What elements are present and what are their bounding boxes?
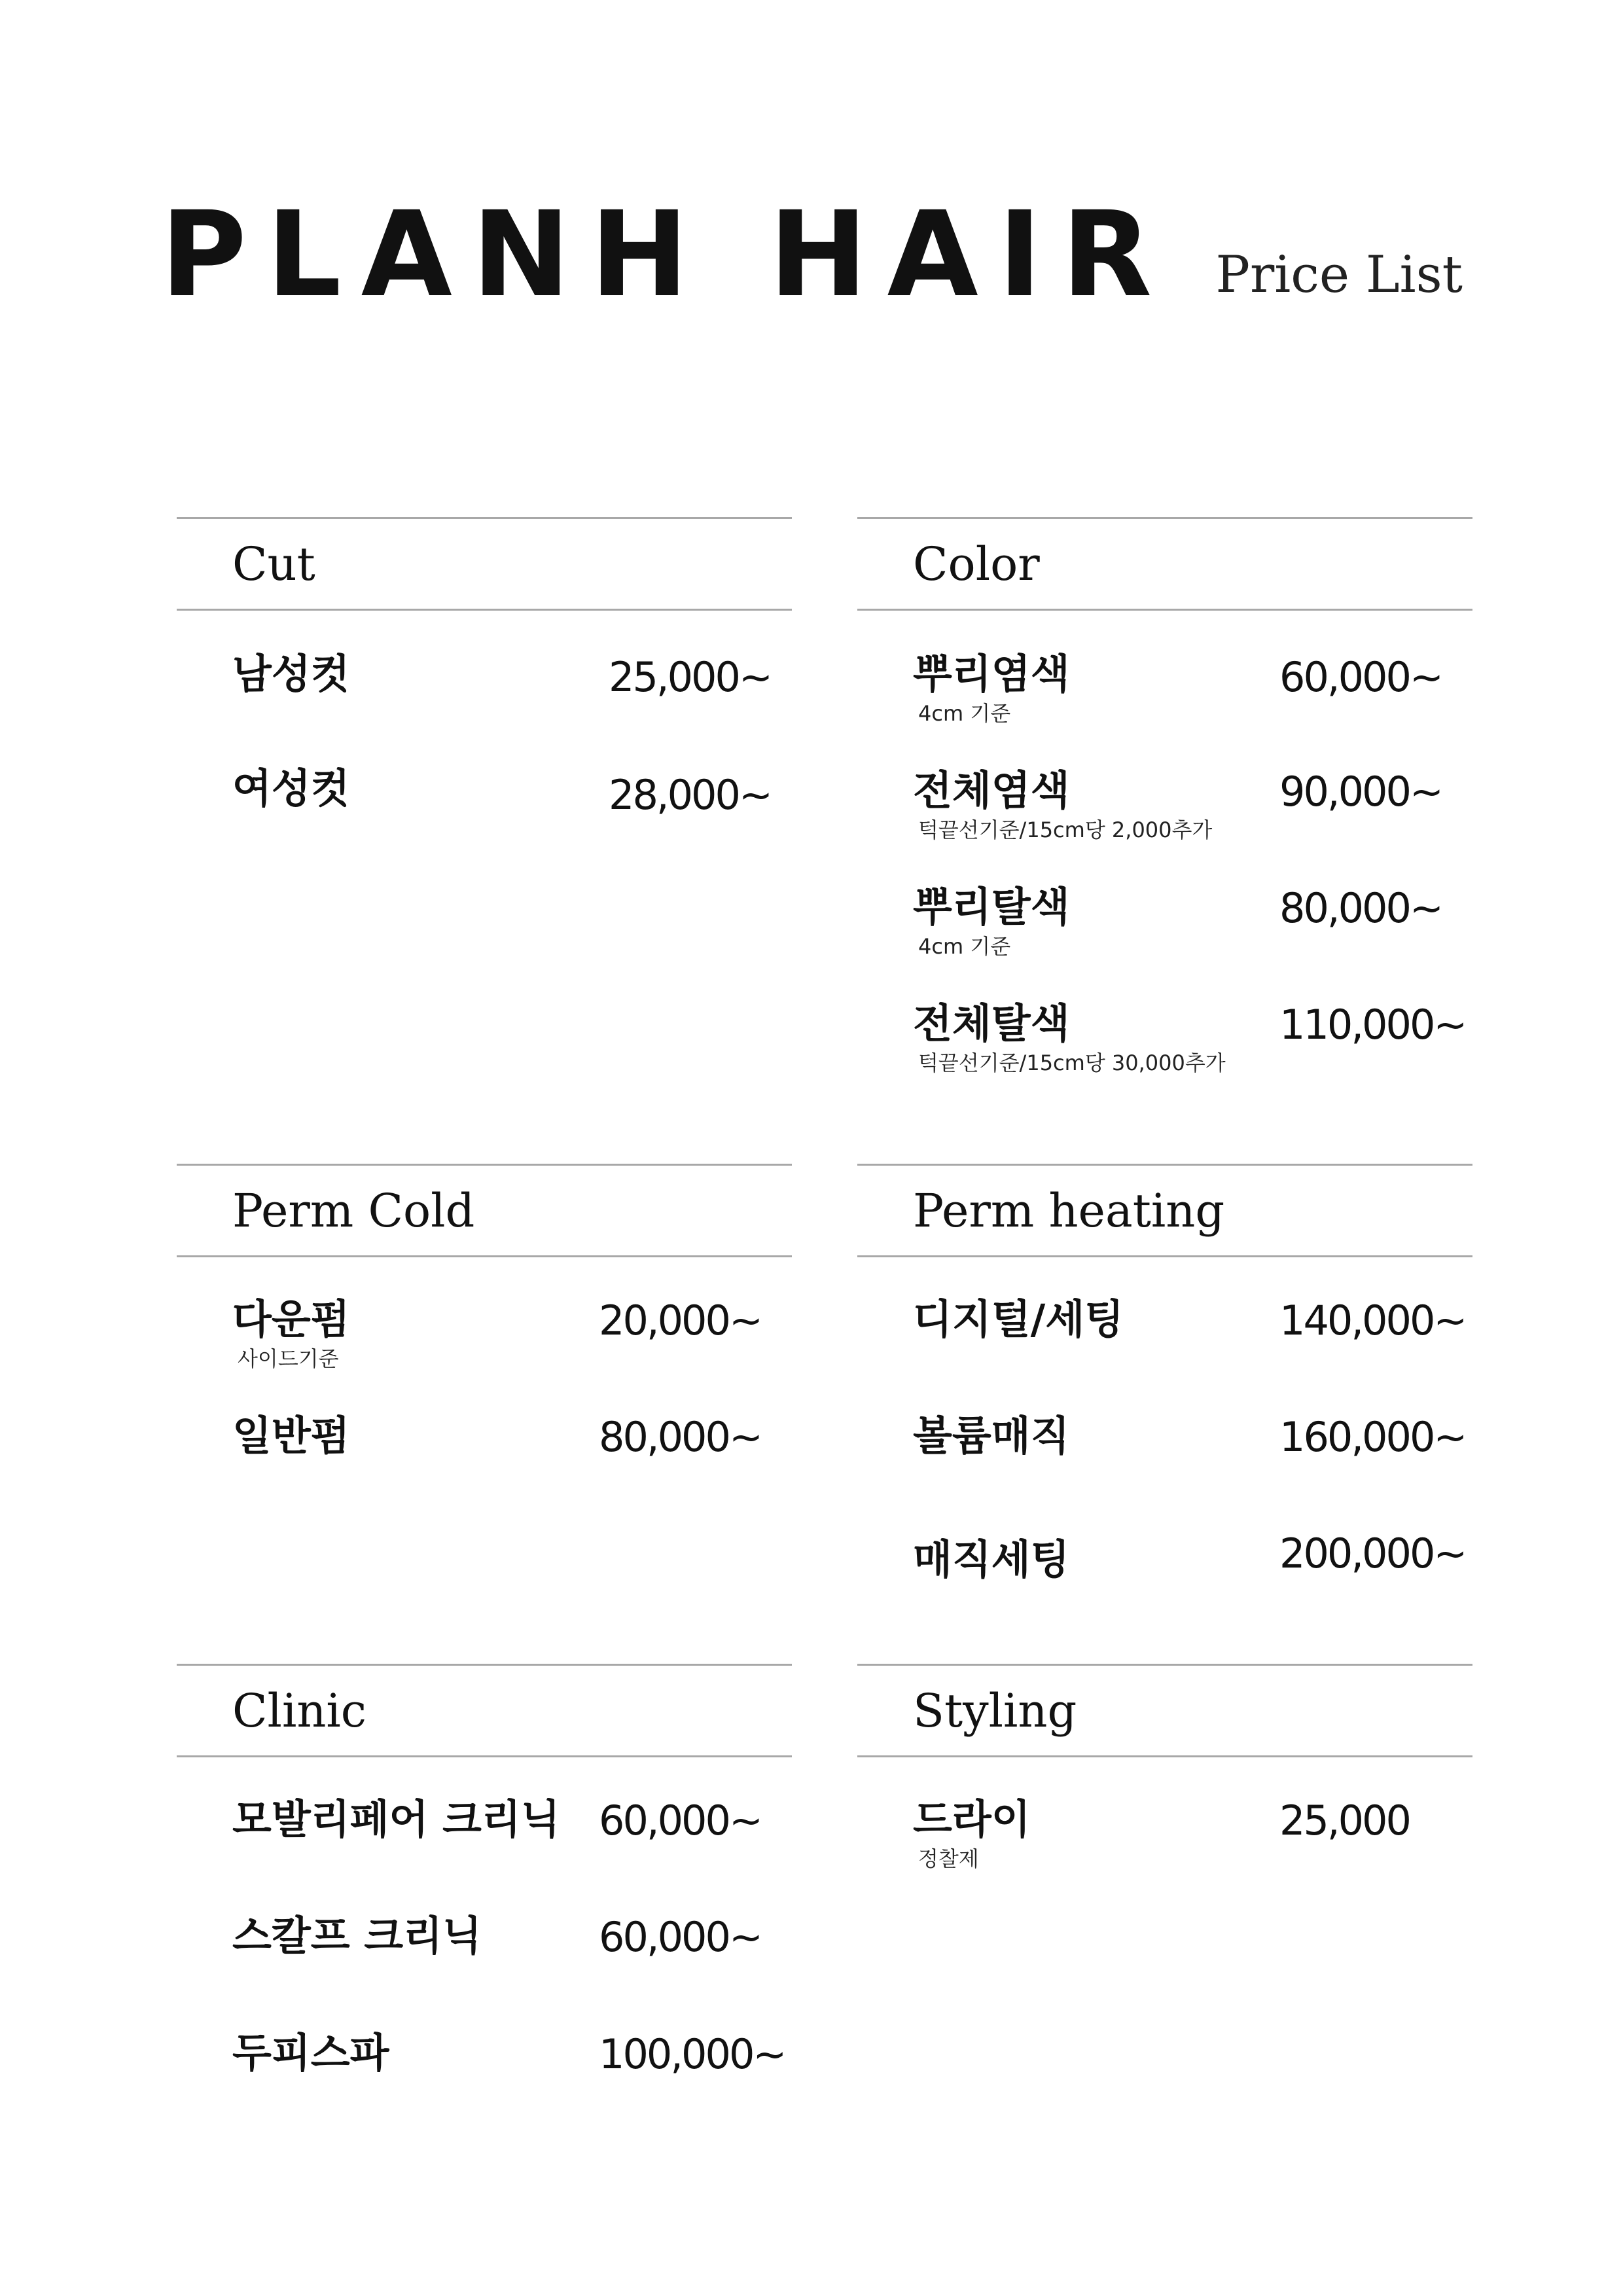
section-clinic (177, 1664, 792, 2078)
item-name: 뿌리염색 (913, 650, 1070, 698)
menu-item (913, 764, 1212, 843)
item-note: 4cm 기준 (918, 934, 1011, 959)
item-name: 두피스파 (232, 2029, 389, 2077)
brand-logo: PLANH HAIR (160, 187, 1172, 323)
item-price: 110,000~ (1279, 1001, 1466, 1049)
menu-item (913, 1534, 1070, 1586)
section-header (177, 1164, 792, 1257)
section-title: Perm Cold (232, 1183, 475, 1238)
item-price: 60,000~ (1279, 653, 1442, 701)
menu-item (232, 1910, 482, 1962)
item-note: 사이드기준 (238, 1346, 339, 1371)
section-perm-cold (177, 1164, 792, 1461)
menu-item (232, 1293, 350, 1372)
item-name: 여성컷 (232, 764, 350, 812)
item-price: 100,000~ (599, 2030, 785, 2078)
item-price: 20,000~ (599, 1297, 761, 1344)
page-subtitle: Price List (1215, 245, 1463, 304)
section-title: Perm heating (913, 1183, 1225, 1238)
section-cut (177, 517, 792, 819)
item-name: 전체탈색 (913, 999, 1070, 1047)
item-name: 매직세팅 (913, 1535, 1070, 1583)
menu-item (232, 1793, 560, 1846)
section-title: Cut (232, 537, 315, 591)
item-name: 뿌리탈색 (913, 883, 1070, 931)
item-note: 4cm 기준 (918, 701, 1011, 726)
section-perm-heating (857, 1164, 1472, 1583)
item-name: 스칼프 크리닉 (232, 1912, 482, 1960)
menu-item (913, 1293, 1124, 1346)
item-name: 디지털/세팅 (913, 1295, 1124, 1343)
item-price: 60,000~ (599, 1913, 761, 1961)
item-price: 25,000~ (609, 653, 771, 701)
item-name: 모발리페어 크리닉 (232, 1795, 560, 1843)
section-title: Styling (913, 1683, 1077, 1738)
section-title: Color (913, 537, 1040, 591)
item-price: 60,000~ (599, 1797, 761, 1844)
menu-item (232, 1410, 350, 1462)
item-note: 턱끝선기준/15cm당 2,000추가 (918, 817, 1213, 842)
item-name: 다운펌 (232, 1295, 350, 1343)
section-header (177, 517, 792, 611)
item-name: 볼륨매직 (913, 1412, 1070, 1460)
menu-item (232, 2027, 389, 2079)
section-styling (857, 1664, 1472, 1871)
menu-item (913, 648, 1070, 726)
section-header (177, 1664, 792, 1757)
item-note: 턱끝선기준/15cm당 30,000추가 (918, 1050, 1226, 1075)
item-name: 일반펌 (232, 1412, 350, 1460)
section-title: Clinic (232, 1683, 367, 1738)
menu-item (913, 1793, 1031, 1872)
section-color (857, 517, 1472, 1075)
menu-item (913, 1410, 1070, 1462)
menu-item (232, 762, 350, 815)
section-header (857, 1664, 1472, 1757)
item-price: 90,000~ (1279, 768, 1442, 816)
item-price: 200,000~ (1279, 1530, 1466, 1577)
item-price: 25,000 (1279, 1797, 1410, 1844)
item-note: 정찰제 (918, 1846, 979, 1871)
item-price: 140,000~ (1279, 1297, 1466, 1344)
section-header (857, 517, 1472, 611)
section-header (857, 1164, 1472, 1257)
item-price: 28,000~ (609, 771, 771, 819)
item-price: 80,000~ (1279, 884, 1442, 932)
item-price: 160,000~ (1279, 1413, 1466, 1461)
menu-item (232, 648, 350, 700)
item-price: 80,000~ (599, 1413, 761, 1461)
item-name: 드라이 (913, 1795, 1031, 1843)
menu-item (913, 881, 1070, 960)
menu-item (913, 997, 1226, 1076)
item-name: 전체염색 (913, 766, 1070, 814)
item-name: 남성컷 (232, 650, 350, 698)
